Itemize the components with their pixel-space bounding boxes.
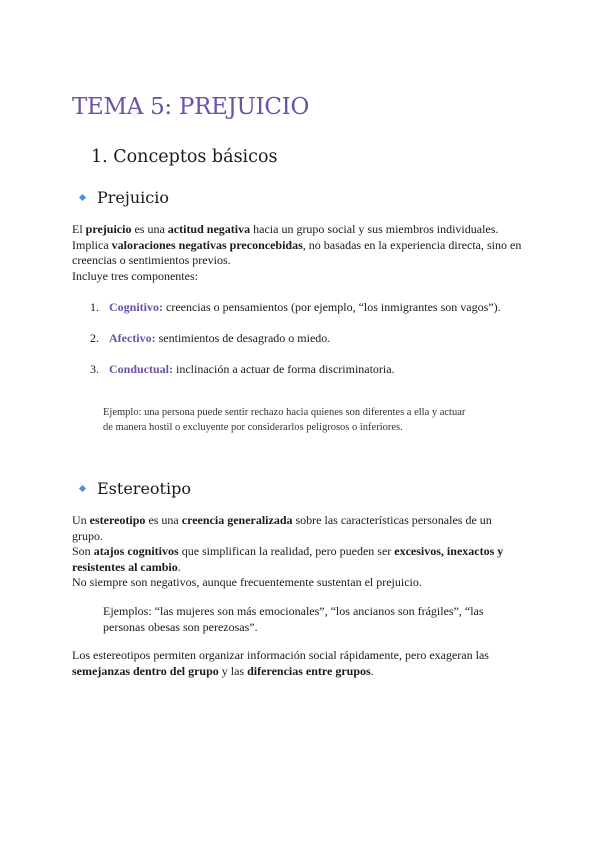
estereotipo-definition [72,513,512,591]
text-run: Los estereotipos permiten organizar información social rápidamente, pero exageran las [72,648,489,662]
list-number: 3. [90,362,99,376]
list-text: inclinación a actuar de forma discriminatoria. [173,362,395,376]
bold-term: valoraciones negativas preconcebidas [111,237,303,252]
bold-term: creencia generalizada [181,513,293,527]
bold-term: diferencias entre grupos [247,663,371,678]
text-run: es una [131,222,168,236]
diamond-bullet-icon [79,485,86,492]
list-text: sentimientos de desagrado o miedo. [155,331,331,345]
list-text: creencias o pensamientos (por ejemplo, “los inmigrantes son vagos”). [163,300,501,314]
text-run: , no basadas en la experiencia directa, sino en creencias o sentimientos previos. [72,237,522,267]
text-run: es una [145,513,182,527]
list-item [90,300,501,315]
subheading-prejuicio [78,188,169,207]
prejuicio-definition [72,222,532,284]
example-block: Ejemplos: “las mujeres son más emocionales”, “los ancianos son frágiles”, “las personas obesas son perezosas”. [103,604,484,634]
list-number: 1. [90,300,99,314]
subheading-estereotipo-label: Estereotipo [97,479,191,498]
text-run: Implica [72,237,112,252]
bold-term: actitud negativa [167,222,251,236]
list-number: 2. [90,331,99,345]
bold-term: estereotipo [89,513,146,527]
text-run: No siempre son negativos, aunque frecuentemente sustentan el prejuicio. [72,575,422,589]
text-run: Incluye tres componentes: [72,268,198,283]
text-run: sobre las características personales de un grupo. [72,513,492,543]
text-run: hacia un grupo social y sus miembros individuales. [250,222,499,236]
list-item [90,331,330,346]
bold-term: prejuicio [85,222,132,236]
list-term: Conductual: [109,362,174,376]
example-line: de manera hostil o excluyente por considerarlos peligrosos o inferiores. [103,421,403,433]
page-title: TEMA 5: PREJUICIO [72,94,310,120]
subheading-prejuicio-label: Prejuicio [97,188,169,207]
bold-term: semejanzas dentro del grupo [72,663,219,678]
text-run: Son [72,544,94,558]
bold-term: excesivos, inexactos y resistentes al cambio [72,544,504,574]
list-term: Afectivo: [109,331,156,345]
estereotipo-conclusion [72,648,522,679]
diamond-bullet-icon [79,194,86,201]
text-run: . [370,663,374,678]
subheading-estereotipo [78,479,191,498]
text-run: El [72,222,86,236]
example-line: Ejemplo: una persona puede sentir rechazo hacia quienes son diferentes a ella y actuar [103,407,466,418]
bold-term: atajos cognitivos [93,544,179,558]
text-run: . [177,559,181,574]
text-run: Un [72,513,90,527]
list-term: Cognitivo: [109,300,163,314]
text-run: y las [218,663,248,678]
text-run: que simplifican la realidad, pero pueden ser [178,544,395,558]
list-item [90,362,395,377]
section-heading: 1. Conceptos básicos [91,147,278,167]
example-block [103,406,503,435]
